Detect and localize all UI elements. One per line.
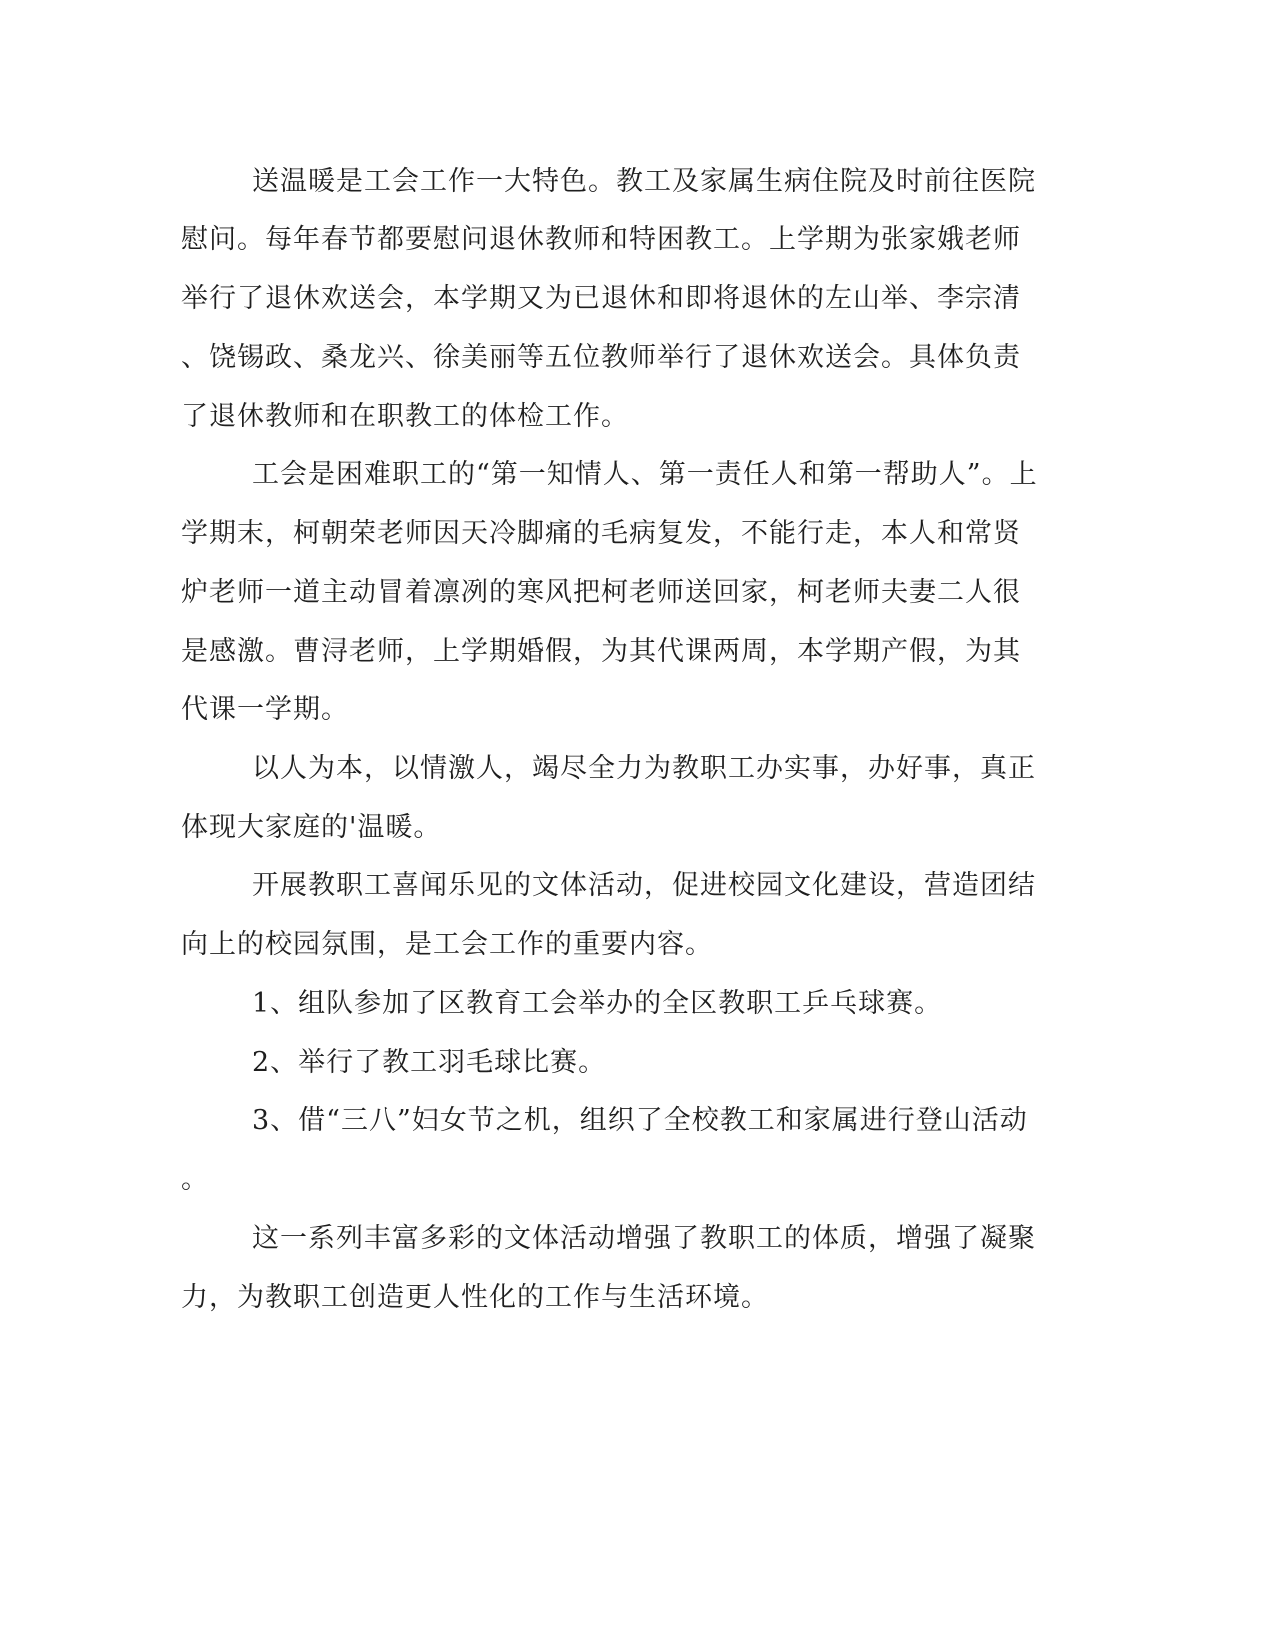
- paragraph-1-line-5: 了退休教师和在职教工的体检工作。: [181, 401, 629, 432]
- list-item-1: 1、组队参加了区教育工会举办的全区教职工乒乓球赛。: [252, 988, 943, 1019]
- paragraph-4-line-1: 开展教职工喜闻乐见的文体活动，促进校园文化建设，营造团结: [252, 870, 1036, 901]
- paragraph-3-line-2: 体现大家庭的'温暖。: [181, 812, 442, 843]
- paragraph-1-line-1: 送温暖是工会工作一大特色。教工及家属生病住院及时前往医院: [252, 166, 1036, 197]
- paragraph-1-line-2: 慰问。每年春节都要慰问退休教师和特困教工。上学期为张家娥老师: [181, 224, 1021, 255]
- paragraph-2-line-1: 工会是困难职工的“第一知情人、第一责任人和第一帮助人”。上: [252, 459, 1038, 490]
- paragraph-3-line-1: 以人为本，以情激人，竭尽全力为教职工办实事，办好事，真正: [252, 753, 1036, 784]
- paragraph-1-line-4: 、饶锡政、桑龙兴、徐美丽等五位教师举行了退休欢送会。具体负责: [181, 342, 1021, 373]
- paragraph-8-line-1: 这一系列丰富多彩的文体活动增强了教职工的体质，增强了凝聚: [252, 1223, 1036, 1254]
- paragraph-1-line-3: 举行了退休欢送会，本学期又为已退休和即将退休的左山举、李宗清: [181, 283, 1021, 314]
- paragraph-2-line-2: 学期末，柯朝荣老师因天冷脚痛的毛病复发，不能行走，本人和常贤: [181, 518, 1021, 549]
- paragraph-2-line-5: 代课一学期。: [181, 694, 349, 725]
- list-item-3-line-1: 3、借“三八”妇女节之机，组织了全校教工和家属进行登山活动: [252, 1105, 1028, 1136]
- paragraph-4-line-2: 向上的校园氛围，是工会工作的重要内容。: [181, 929, 713, 960]
- paragraph-2-line-3: 炉老师一道主动冒着凛冽的寒风把柯老师送回家，柯老师夫妻二人很: [181, 577, 1021, 608]
- paragraph-8-line-2: 力，为教职工创造更人性化的工作与生活环境。: [181, 1282, 769, 1313]
- list-item-3-line-2: 。: [181, 1164, 209, 1195]
- paragraph-2-line-4: 是感激。曹浔老师，上学期婚假，为其代课两周，本学期产假，为其: [181, 636, 1021, 667]
- list-item-2: 2、举行了教工羽毛球比赛。: [252, 1047, 607, 1078]
